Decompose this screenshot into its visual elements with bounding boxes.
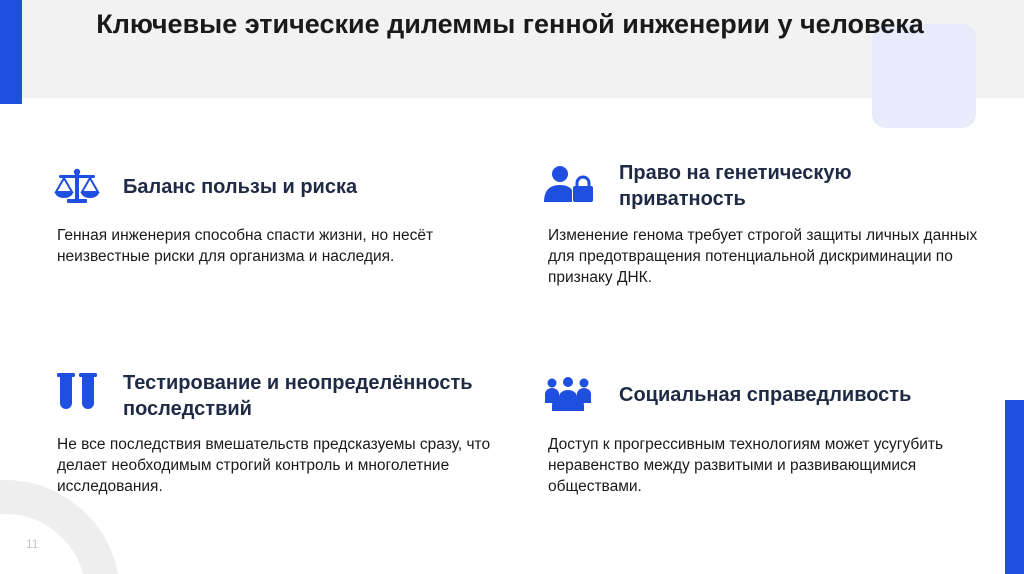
scales-icon bbox=[51, 167, 103, 207]
right-accent-bar bbox=[1005, 400, 1024, 574]
card-heading: Баланс пользы и риска bbox=[123, 176, 358, 198]
card-heading: Право на генетическую приватность bbox=[619, 162, 852, 210]
card-text: Генная инженерия способна спасти жизни, но несёт неизвестные риски для организма и наследия. bbox=[57, 227, 434, 265]
card-text: Доступ к прогрессивным технологиям может усугубить неравенство между развитыми и развивающимися обществами. bbox=[548, 436, 944, 495]
test-tubes-icon bbox=[51, 372, 103, 412]
card-text: Не все последствия вмешательств предсказуемы сразу, что делает необходимым строгий контроль и многолетние исследования. bbox=[57, 436, 491, 495]
slide-number: 11 bbox=[26, 537, 39, 551]
user-lock-icon bbox=[542, 164, 594, 204]
card-heading: Тестирование и неопределённость последствий bbox=[123, 372, 473, 420]
left-accent-bar bbox=[0, 0, 22, 104]
people-group-icon bbox=[542, 375, 594, 415]
card-text: Изменение генома требует строгой защиты личных данных для предотвращения потенциальной дискриминации по признаку ДНК. bbox=[548, 227, 978, 286]
page-title: Ключевые этические дилеммы генной инженерии у человека bbox=[96, 9, 924, 39]
card-heading: Социальная справедливость bbox=[619, 384, 912, 406]
